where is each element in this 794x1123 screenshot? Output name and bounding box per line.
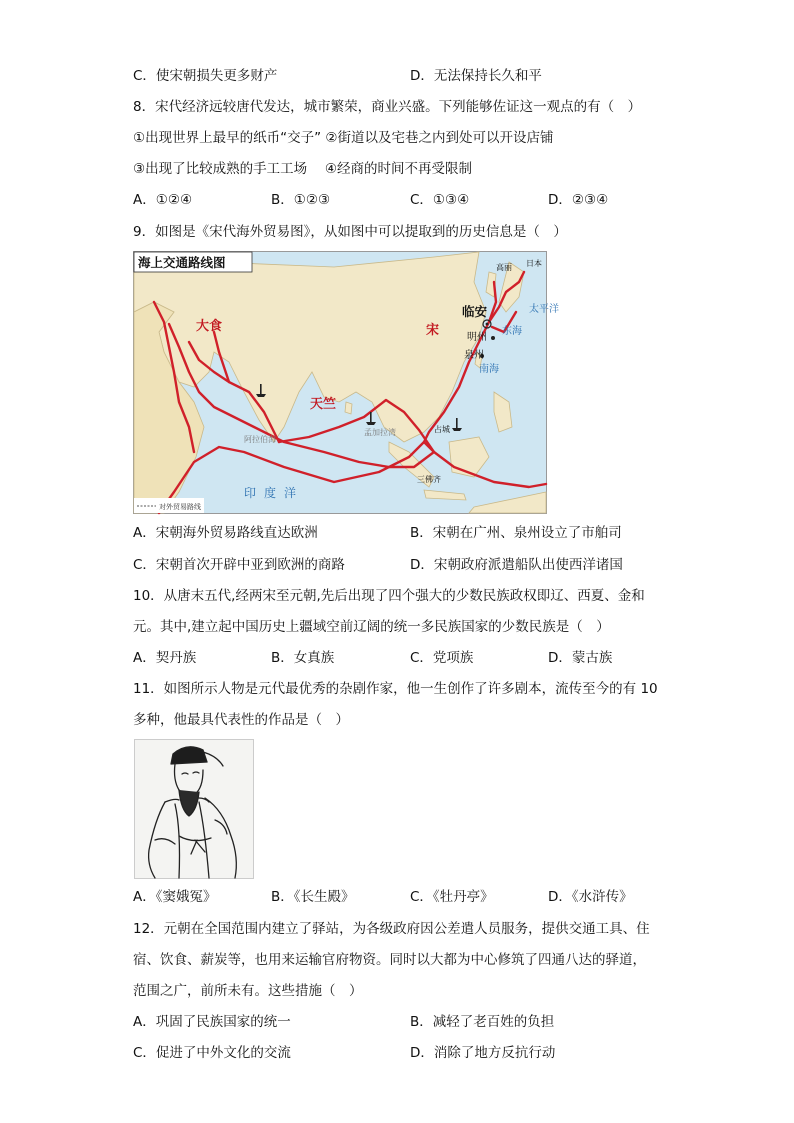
q11-option-a: A．《窦娥冤》	[133, 889, 217, 905]
q12-option-a: A．巩固了民族国家的统一	[133, 1014, 291, 1030]
map-label-linan: 临安	[462, 304, 488, 319]
q9-option-d: D．宋朝政府派遣船队出使西洋诸国	[410, 557, 623, 573]
map-label-gaoli: 高丽	[496, 263, 512, 272]
map-label-arabian-sea: 阿拉伯海	[244, 435, 276, 444]
q9-option-a: A．宋朝海外贸易路线直达欧洲	[133, 525, 318, 541]
q8-option-d: D．②③④	[548, 192, 609, 208]
q7-option-d: D．无法保持长久和平	[410, 68, 542, 84]
q12-option-d: D．消除了地方反抗行动	[410, 1045, 556, 1061]
q8-statements-2: ③出现了比较成熟的手工工场 ④经商的时间不再受限制	[133, 161, 472, 177]
q12-option-b: B．减轻了老百姓的负担	[410, 1014, 555, 1030]
map-label-quanzhou: 泉州	[464, 350, 484, 361]
map-label-sanfoqi: 三佛齐	[417, 475, 441, 484]
map-label-yinduyang: 印度洋	[244, 486, 305, 500]
q8-option-a: A．①②④	[133, 192, 193, 208]
map-title: 海上交通路线图	[138, 255, 226, 270]
map-legend-label: 对外贸易路线	[159, 503, 201, 511]
map-label-nanhai: 南海	[479, 364, 499, 375]
q9-option-c: C．宋朝首次开辟中亚到欧洲的商路	[133, 557, 345, 573]
q10-stem-line2: 元。其中,建立起中国历史上疆域空前辽阔的统一多民族国家的少数民族是（ ）	[133, 619, 610, 635]
q12-stem-line2: 宿、饮食、薪炭等，也用来运输官府物资。同时以大都为中心修筑了四通八达的驿道，	[133, 952, 646, 968]
q10-option-b: B．女真族	[271, 650, 335, 666]
q10-option-a: A．契丹族	[133, 650, 197, 666]
map-label-donghai: 东海	[502, 326, 522, 337]
q11-option-b: B．《长生殿》	[271, 889, 355, 905]
map-label-taipingyang: 太平洋	[529, 304, 559, 315]
q11-option-d: D．《水浒传》	[548, 889, 633, 905]
map-label-tianzhu: 天竺	[310, 397, 337, 412]
q12-option-c: C．促进了中外文化的交流	[133, 1045, 291, 1061]
q10-stem-line1: 10．从唐末五代,经两宋至元朝,先后出现了四个强大的少数民族政权即辽、西夏、金和	[133, 588, 645, 604]
q8-statements-1: ①出现世界上最早的纸币“交子” ②街道以及宅巷之内到处可以开设店铺	[133, 130, 554, 146]
q9-stem: 9．如图是《宋代海外贸易图》，从如图中可以提取到的历史信息是（ ）	[133, 224, 567, 240]
q12-stem-line3: 范围之广，前所未有。这些措施（ ）	[133, 983, 363, 999]
map-label-song: 宋	[426, 323, 440, 338]
q8-stem: 8．宋代经济远较唐代发达，城市繁荣，商业兴盛。下列能够佐证这一观点的有（ ）	[133, 99, 642, 115]
map-label-mingzhou: 明州	[467, 332, 487, 343]
map-label-zhancheng: 占城	[434, 425, 450, 434]
song-maritime-trade-map	[133, 251, 559, 514]
q8-option-c: C．①③④	[410, 192, 470, 208]
q9-option-b: B．宋朝在广州、泉州设立了市舶司	[410, 525, 622, 541]
map-label-dashi: 大食	[196, 319, 223, 334]
q11-option-c: C．《牡丹亭》	[410, 889, 494, 905]
q11-stem-line1: 11．如图所示人物是元代最优秀的杂剧作家，他一生创作了许多剧本，流传至今的有 10	[133, 681, 658, 697]
q8-option-b: B．①②③	[271, 192, 331, 208]
q12-stem-line1: 12．元朝在全国范围内建立了驿站，为各级政府因公差遣人员服务，提供交通工具、住	[133, 921, 650, 937]
q7-option-c: C．使宋朝损失更多财产	[133, 68, 278, 84]
q11-stem-line2: 多种，他最具代表性的作品是（ ）	[133, 712, 349, 728]
guan-hanqing-portrait	[134, 739, 254, 879]
map-label-bay-of-bengal: 孟加拉湾	[364, 428, 396, 437]
q10-option-d: D．蒙古族	[548, 650, 613, 666]
q10-option-c: C．党项族	[410, 650, 474, 666]
map-label-riben: 日本	[526, 259, 542, 268]
